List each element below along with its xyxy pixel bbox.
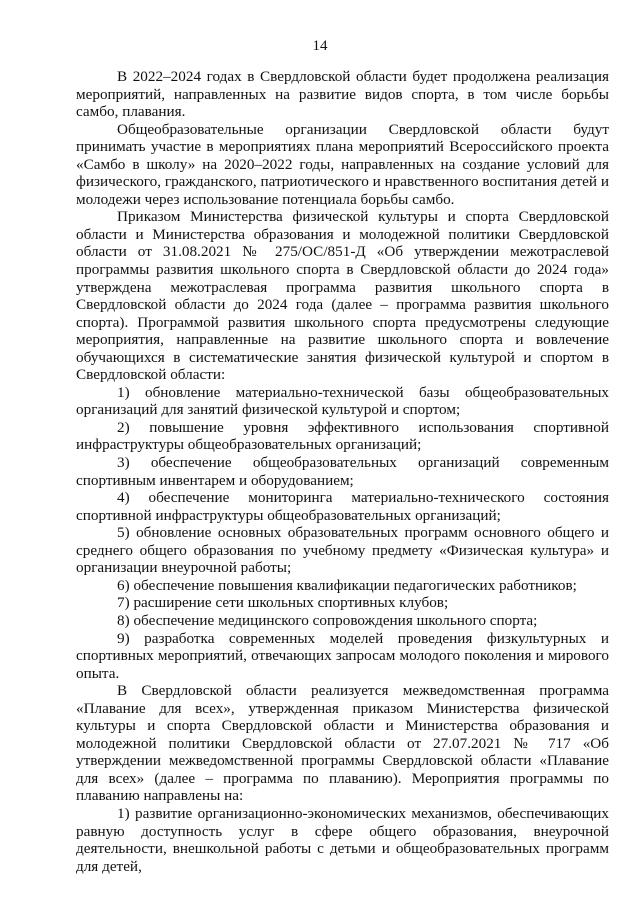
list-item-5: 5) обновление основных образовательных программ основного общего и среднего общего образования по учебному предмету «Физическая культура» и организации внеурочной работы; xyxy=(76,524,609,577)
paragraph-school-sports-program: Приказом Министерства физической культуры и спорта Свердловской области и Министерства образования и молодежной политики Свердловской области от 31.08.2021 № 275/ОС/851-Д «Об утверждении межотраслевой программы развития школьного спорта в Свердловской области до 2024 года» утверждена межотраслевая программа развития школьного спорта в Свердловской области до 2024 года (далее – программа развития школьного спорта). Программой развития школьного спорта предусмотрены следующие мероприятия, направленные на развитие школьного спорта и вовлечение обучающихся в систематические занятия физической культурой и спортом в Свердловской области: xyxy=(76,208,609,384)
document-body xyxy=(76,68,609,875)
list-item-8: 8) обеспечение медицинского сопровождения школьного спорта; xyxy=(117,611,538,629)
paragraph-sports-development: В 2022–2024 годах в Свердловской области будет продолжена реализация мероприятий, направленных на развитие видов спорта, в том числе борьбы самбо, плавания. xyxy=(76,68,609,121)
swimming-list-item-1: 1) развитие организационно-экономических механизмов, обеспечивающих равную доступность услуг в сфере общего образования, внеурочной деятельности, внешкольной работы с детьми и общеобразовательных программ для детей, xyxy=(76,804,609,875)
list-item-1: 1) обновление материально-технической базы общеобразовательных организаций для занятий физической культурой и спортом; xyxy=(76,383,609,419)
list-item-2: 2) повышение уровня эффективного использования спортивной инфраструктуры общеобразовательных организаций; xyxy=(76,418,609,454)
list-item-4: 4) обеспечение мониторинга материально-технического состояния спортивной инфраструктуры общеобразовательных организаций; xyxy=(76,489,609,524)
page-number: 14 xyxy=(312,38,328,54)
list-item-6: 6) обеспечение повышения квалификации педагогических работников; xyxy=(117,576,577,594)
list-item-7: 7) расширение сети школьных спортивных клубов; xyxy=(117,594,449,612)
list-item-9: 9) разработка современных моделей проведения физкультурных и спортивных мероприятий, отвечающих запросам молодого поколения и мирового опыта. xyxy=(76,629,609,682)
paragraph-swimming-program: В Свердловской области реализуется межведомственная программа «Плавание для всех», утвержденная приказом Министерства физической культуры и спорта Свердловской области и Министерства образования и молодежной политики Свердловской области от 27.07.2021 № 717 «Об утверждении межведомственной программы Свердловской области «Плавание для всех» (далее – программа по плаванию). Мероприятия программы по плаванию направлены на: xyxy=(76,682,609,805)
list-item-3: 3) обеспечение общеобразовательных организаций современным спортивным инвентарем и оборудованием; xyxy=(76,454,609,489)
paragraph-sambo-project: Общеобразовательные организации Свердловской области будут принимать участие в мероприятиях плана мероприятий Всероссийского проекта «Самбо в школу» на 2020–2022 годы, направленных на создание условий для физического, гражданского, патриотического и нравственного воспитания детей и молодежи через использование потенциала борьбы самбо. xyxy=(76,120,609,208)
